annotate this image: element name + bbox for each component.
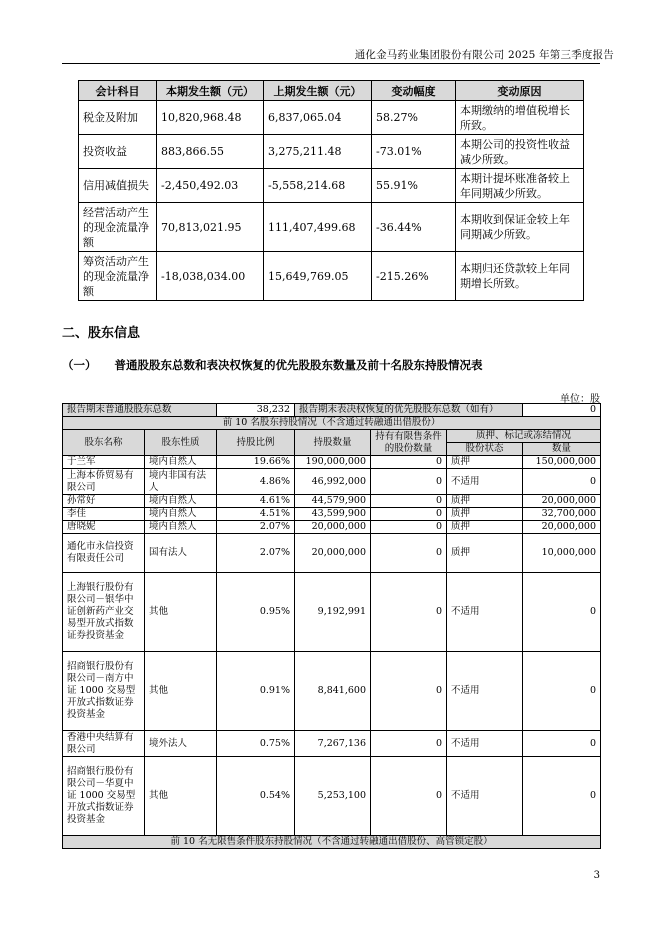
- holder-restricted: 0: [371, 456, 447, 469]
- header-cell: 变动原因: [456, 81, 584, 101]
- total-holders-value: 38,232: [217, 404, 295, 417]
- holder-pledge-qty: 20,000,000: [523, 521, 601, 534]
- holder-qty: 20,000,000: [295, 534, 371, 573]
- col-header-nature: 股东性质: [145, 430, 217, 456]
- holder-qty: 46,992,000: [295, 469, 371, 495]
- holder-pledge-qty: 32,700,000: [523, 508, 601, 521]
- holder-name: 唐晓妮: [63, 521, 145, 534]
- holder-name: 通化市永信投资有限责任公司: [63, 534, 145, 573]
- reason-cell: 本期公司的投资性收益减少所致。: [456, 135, 584, 169]
- holder-restricted: 0: [371, 495, 447, 508]
- value-cell: -5,558,214.68: [264, 169, 372, 203]
- value-cell: 58.27%: [372, 101, 456, 135]
- report-header-title: 通化金马药业集团股份有限公司 2025 年第三季度报告: [354, 49, 614, 61]
- value-cell: 6,837,065.04: [264, 101, 372, 135]
- holder-status: 质押: [447, 456, 523, 469]
- col-header-qty: 持股数量: [295, 430, 371, 456]
- holder-status: 质押: [447, 534, 523, 573]
- table-header-row: [79, 81, 584, 101]
- reason-cell: 本期缴纳的增值税增长所致。: [456, 101, 584, 135]
- holder-restricted: 0: [371, 573, 447, 652]
- holder-restricted: 0: [371, 521, 447, 534]
- holder-pledge-qty: 0: [523, 652, 601, 731]
- unrestricted-caption: 前 10 名无限售条件股东持股情况（不含通过转融通出借股份、高管锁定股）: [63, 836, 601, 849]
- col-header-name: 股东名称: [63, 430, 145, 456]
- holder-pledge-qty: 10,000,000: [523, 534, 601, 573]
- holder-status: 不适用: [447, 573, 523, 652]
- holder-qty: 5,253,100: [295, 757, 371, 836]
- holder-ratio: 2.07%: [217, 521, 295, 534]
- holder-status: 质押: [447, 495, 523, 508]
- col-header-restricted: 持有有限售条件的股份数量: [371, 430, 447, 456]
- header-cell: 会计科目: [79, 81, 157, 101]
- holder-name: 招商银行股份有限公司－南方中证 1000 交易型开放式指数证券投资基金: [63, 652, 145, 731]
- holder-pledge-qty: 20,000,000: [523, 495, 601, 508]
- pref-holders-value: 0: [523, 404, 601, 417]
- holder-name: 招商银行股份有限公司－华夏中证 1000 交易型开放式指数证券投资基金: [63, 757, 145, 836]
- holder-qty: 9,192,991: [295, 573, 371, 652]
- holder-nature: 境内自然人: [145, 521, 217, 534]
- holder-restricted: 0: [371, 508, 447, 521]
- holder-pledge-qty: 150,000,000: [523, 456, 601, 469]
- reason-cell: 本期计提坏账准备较上年同期减少所致。: [456, 169, 584, 203]
- col-header-pledge-group: 质押、标记或冻结情况: [447, 430, 601, 443]
- table-row: [63, 573, 601, 652]
- holder-ratio: 0.75%: [217, 731, 295, 757]
- holder-status: 不适用: [447, 469, 523, 495]
- holder-ratio: 0.95%: [217, 573, 295, 652]
- value-cell: -215.26%: [372, 252, 456, 301]
- value-cell: -73.01%: [372, 135, 456, 169]
- holder-qty: 20,000,000: [295, 521, 371, 534]
- holder-qty: 7,267,136: [295, 731, 371, 757]
- holder-restricted: 0: [371, 731, 447, 757]
- value-cell: 55.91%: [372, 169, 456, 203]
- table-row: [63, 469, 601, 495]
- holder-restricted: 0: [371, 469, 447, 495]
- holder-pledge-qty: 0: [523, 731, 601, 757]
- page-number: 3: [593, 870, 600, 881]
- value-cell: 15,649,769.05: [264, 252, 372, 301]
- table-row: [63, 495, 601, 508]
- holder-pledge-qty: 0: [523, 469, 601, 495]
- holder-status: 不适用: [447, 652, 523, 731]
- subsection-text: 普通股股东总数和表决权恢复的优先股股东数量及前十名股东持股情况表: [114, 358, 483, 372]
- holder-restricted: 0: [371, 652, 447, 731]
- holder-qty: 8,841,600: [295, 652, 371, 731]
- holder-name: 香港中央结算有限公司: [63, 731, 145, 757]
- value-cell: -18,038,034.00: [157, 252, 264, 301]
- holder-pledge-qty: 0: [523, 573, 601, 652]
- holder-nature: 境内自然人: [145, 495, 217, 508]
- holder-ratio: 4.86%: [217, 469, 295, 495]
- holder-ratio: 19.66%: [217, 456, 295, 469]
- holder-name: 上海本侨贸易有限公司: [63, 469, 145, 495]
- item-cell: 税金及附加: [79, 101, 157, 135]
- caption-row: [63, 417, 601, 430]
- holder-nature: 其他: [145, 573, 217, 652]
- caption-row: [63, 836, 601, 849]
- holder-qty: 190,000,000: [295, 456, 371, 469]
- column-header-row: [63, 430, 601, 443]
- table-row: [63, 534, 601, 573]
- holder-status: 质押: [447, 508, 523, 521]
- table-row: [63, 652, 601, 731]
- col-header-status: 股份状态: [447, 443, 523, 456]
- top10-caption: 前 10 名股东持股情况（不含通过转融通出借股份）: [63, 417, 601, 430]
- holder-qty: 44,579,900: [295, 495, 371, 508]
- holder-nature: 其他: [145, 757, 217, 836]
- table-row: [79, 203, 584, 252]
- holder-name: 李佳: [63, 508, 145, 521]
- holder-restricted: 0: [371, 534, 447, 573]
- value-cell: 10,820,968.48: [157, 101, 264, 135]
- holder-pledge-qty: 0: [523, 757, 601, 836]
- shareholders-table: [62, 403, 601, 849]
- holder-nature: 境外法人: [145, 731, 217, 757]
- holder-nature: 境内非国有法人: [145, 469, 217, 495]
- header-cell: 本期发生额（元）: [157, 81, 264, 101]
- value-cell: 883,866.55: [157, 135, 264, 169]
- value-cell: 3,275,211.48: [264, 135, 372, 169]
- col-header-pledge-qty: 数量: [523, 443, 601, 456]
- reason-cell: 本期收到保证金较上年同期减少所致。: [456, 203, 584, 252]
- table-row: [79, 169, 584, 203]
- value-cell: 111,407,499.68: [264, 203, 372, 252]
- holder-status: 不适用: [447, 757, 523, 836]
- table-row: [63, 757, 601, 836]
- table-row: [79, 252, 584, 301]
- holder-nature: 其他: [145, 652, 217, 731]
- holder-ratio: 4.51%: [217, 508, 295, 521]
- table-row: [79, 135, 584, 169]
- item-cell: 投资收益: [79, 135, 157, 169]
- header-cell: 上期发生额（元）: [264, 81, 372, 101]
- item-cell: 经营活动产生的现金流量净额: [79, 203, 157, 252]
- table-row: [63, 521, 601, 534]
- section-title: 二、股东信息: [62, 326, 141, 341]
- reason-cell: 本期归还贷款较上年同期增长所致。: [456, 252, 584, 301]
- col-header-ratio: 持股比例: [217, 430, 295, 456]
- holder-status: 不适用: [447, 731, 523, 757]
- table-row: [63, 731, 601, 757]
- value-cell: -36.44%: [372, 203, 456, 252]
- totals-row: [63, 404, 601, 417]
- holder-name: 于兰军: [63, 456, 145, 469]
- header-cell: 变动幅度: [372, 81, 456, 101]
- subsection-number: （一）: [62, 358, 97, 372]
- holder-nature: 境内自然人: [145, 456, 217, 469]
- holder-nature: 国有法人: [145, 534, 217, 573]
- item-cell: 信用减值损失: [79, 169, 157, 203]
- unit-label: 单位：股: [560, 394, 600, 405]
- holder-ratio: 0.54%: [217, 757, 295, 836]
- holder-restricted: 0: [371, 757, 447, 836]
- holder-name: 孙常好: [63, 495, 145, 508]
- holder-name: 上海银行股份有限公司－银华中证创新药产业交易型开放式指数证券投资基金: [63, 573, 145, 652]
- total-holders-label: 报告期末普通股股东总数: [63, 404, 217, 417]
- table-row: [79, 101, 584, 135]
- holder-ratio: 0.91%: [217, 652, 295, 731]
- table-row: [63, 508, 601, 521]
- value-cell: -2,450,492.03: [157, 169, 264, 203]
- holder-status: 质押: [447, 521, 523, 534]
- holder-ratio: 4.61%: [217, 495, 295, 508]
- pref-holders-label: 报告期末表决权恢复的优先股股东总数（如有）: [295, 404, 523, 417]
- holder-qty: 43,599,900: [295, 508, 371, 521]
- subsection-title: [62, 357, 483, 373]
- table-row: [63, 456, 601, 469]
- holder-ratio: 2.07%: [217, 534, 295, 573]
- header-divider: [62, 63, 600, 64]
- item-cell: 筹资活动产生的现金流量净额: [79, 252, 157, 301]
- change-analysis-table: [78, 80, 584, 301]
- holder-nature: 境内自然人: [145, 508, 217, 521]
- value-cell: 70,813,021.95: [157, 203, 264, 252]
